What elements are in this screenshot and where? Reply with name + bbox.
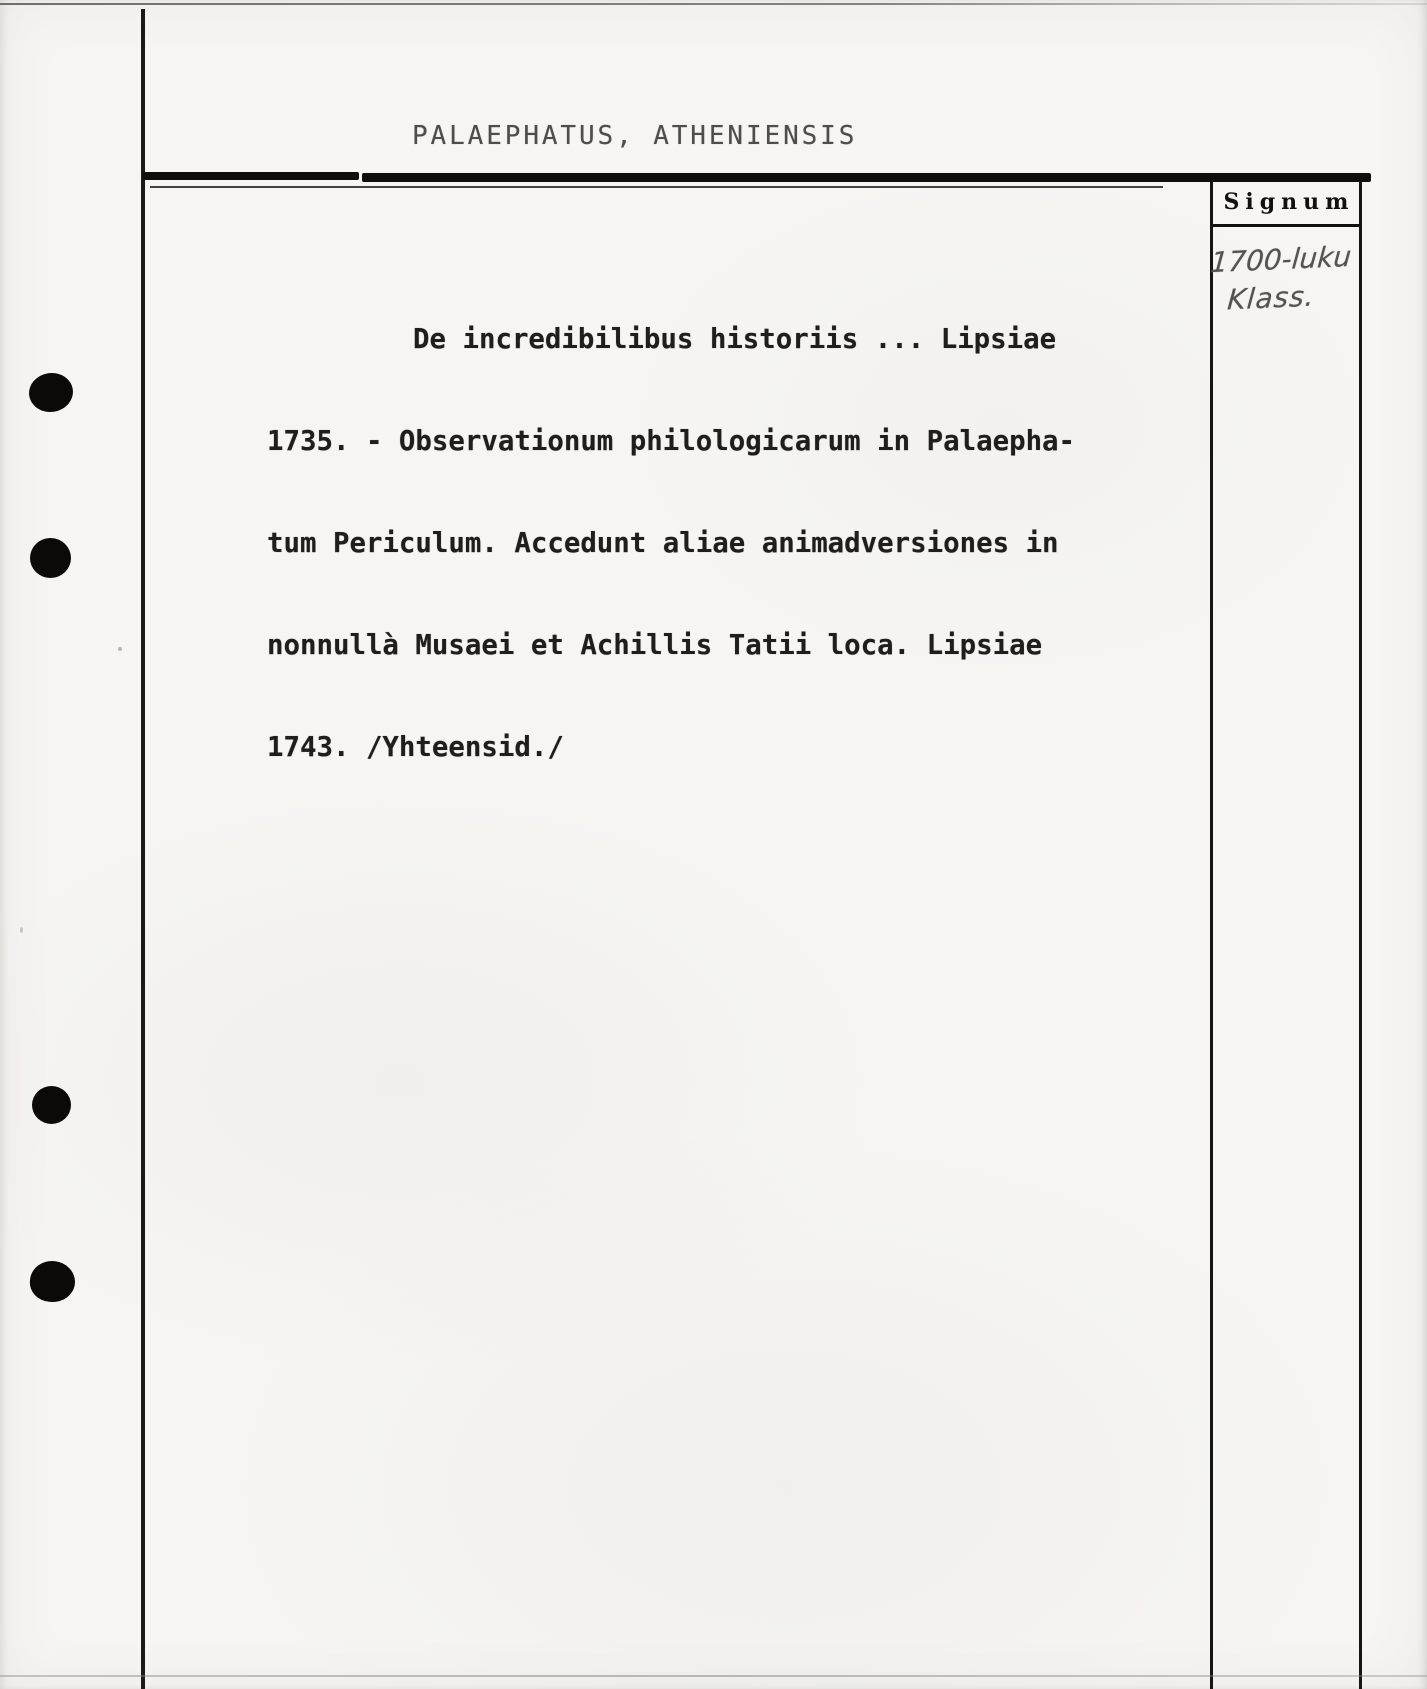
entry-line: 1743. /Yhteensid./ xyxy=(267,732,564,763)
signum-column-right-border xyxy=(1359,181,1362,1689)
paper-speck xyxy=(20,927,23,933)
top-scan-edge-line xyxy=(0,3,1427,5)
signum-header-underline xyxy=(1213,224,1359,227)
entry-line: tum Periculum. Accedunt aliae animadversiones in xyxy=(267,528,1059,559)
signum-handwritten-line2: Klass. xyxy=(1226,279,1317,317)
paper-speck xyxy=(118,647,122,651)
entry-line: nonnullà Musaei et Achillis Tatii loca. Lipsiae xyxy=(267,630,1043,661)
card-heading: PALAEPHATUS, ATHENIENSIS xyxy=(412,121,858,151)
punch-hole xyxy=(28,1259,76,1304)
left-margin-rule xyxy=(141,9,145,1689)
signum-column-header: Signum xyxy=(1223,189,1355,215)
punch-hole xyxy=(30,538,71,578)
header-rule-underline xyxy=(150,186,1163,188)
signum-handwritten-value xyxy=(1206,237,1372,320)
entry-line: 1735. - Observationum philologicarum in Palaepha- xyxy=(267,426,1076,457)
bibliographic-entry xyxy=(267,255,1082,833)
entry-line: De incredibilibus historiis ... Lipsiae xyxy=(413,324,1057,355)
signum-column-left-border xyxy=(1210,181,1213,1689)
header-rule-segment-left xyxy=(143,172,359,180)
punch-hole xyxy=(32,1086,71,1124)
bottom-scan-edge-line xyxy=(0,1675,1427,1677)
header-rule-segment-right xyxy=(362,173,1371,182)
signum-handwritten-line1: 1700-luku xyxy=(1209,239,1353,280)
punch-hole xyxy=(27,370,76,415)
